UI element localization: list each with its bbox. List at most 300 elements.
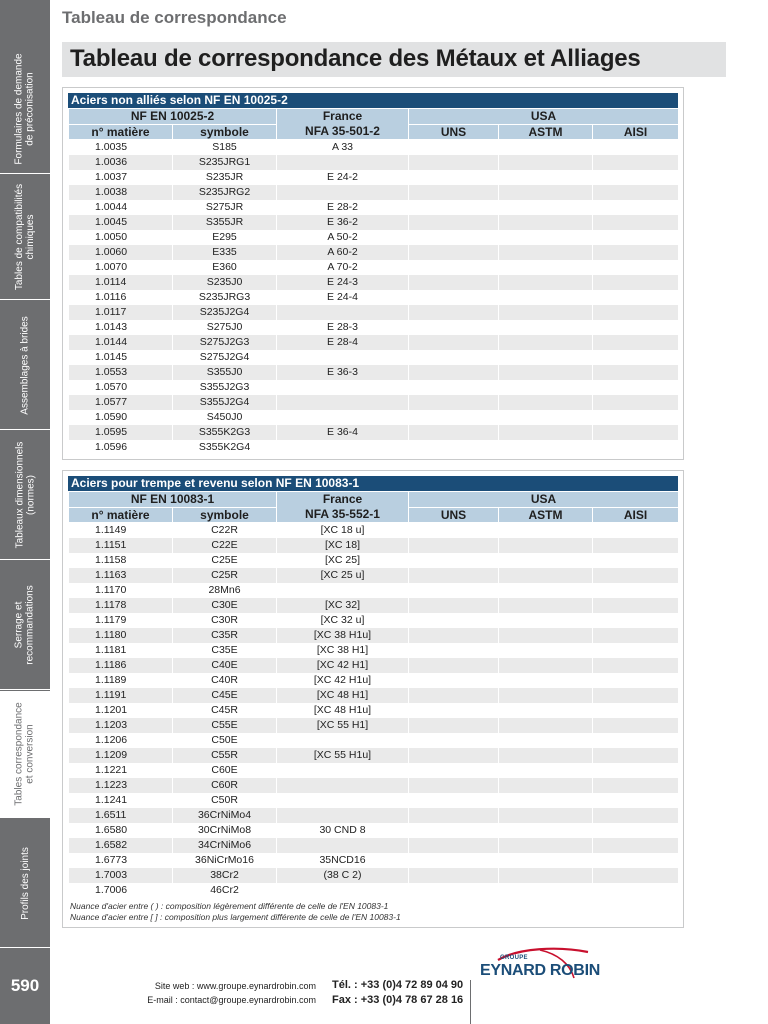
cell-uns	[409, 688, 499, 703]
cell-astm	[499, 425, 593, 440]
sidebar-tab-label: Profils des joints	[19, 846, 31, 920]
cell-symbole: S355K2G4	[173, 440, 277, 455]
cell-france	[277, 305, 409, 320]
page-title: Tableau de correspondance des Métaux et Alliages	[62, 42, 726, 77]
cell-num-matiere: 1.0596	[69, 440, 173, 455]
cell-symbole: 28Mn6	[173, 583, 277, 598]
table-row	[69, 808, 679, 823]
cell-uns	[409, 643, 499, 658]
sidebar-tab-label: Tables correspondance et conversion	[14, 702, 36, 806]
cell-aisi	[593, 230, 679, 245]
cell-symbole: C25E	[173, 553, 277, 568]
cell-uns	[409, 215, 499, 230]
cell-uns	[409, 410, 499, 425]
cell-uns	[409, 395, 499, 410]
cell-astm	[499, 718, 593, 733]
table-title: Aciers pour trempe et revenu selon NF EN 10083-1	[68, 476, 678, 491]
sidebar-tab-label: Tables de compatibilités chimiques	[14, 183, 37, 291]
cell-aisi	[593, 440, 679, 455]
cell-uns	[409, 778, 499, 793]
cell-aisi	[593, 733, 679, 748]
cell-uns	[409, 583, 499, 598]
cell-symbole: 30CrNiMo8	[173, 823, 277, 838]
table-row	[69, 440, 679, 455]
cell-num-matiere: 1.1206	[69, 733, 173, 748]
header-num-matiere: n° matière	[69, 124, 173, 140]
sidebar-tab-compatibilites[interactable]	[0, 175, 50, 300]
cell-astm	[499, 185, 593, 200]
cell-astm	[499, 643, 593, 658]
cell-num-matiere: 1.1189	[69, 673, 173, 688]
table-body	[69, 140, 679, 455]
cell-num-matiere: 1.1186	[69, 658, 173, 673]
header-uns: UNS	[409, 124, 499, 140]
cell-uns	[409, 305, 499, 320]
cell-uns	[409, 763, 499, 778]
cell-france: (38 C 2)	[277, 868, 409, 883]
table-row	[69, 350, 679, 365]
cell-symbole: E335	[173, 245, 277, 260]
cell-uns	[409, 290, 499, 305]
cell-symbole: S235JRG1	[173, 155, 277, 170]
cell-uns	[409, 350, 499, 365]
cell-astm	[499, 598, 593, 613]
footer-website-link[interactable]: Site web : www.groupe.eynardrobin.com	[154, 981, 316, 991]
table-row	[69, 778, 679, 793]
cell-uns	[409, 793, 499, 808]
cell-france: E 28-2	[277, 200, 409, 215]
cell-france: [XC 18 u]	[277, 523, 409, 538]
cell-num-matiere: 1.1191	[69, 688, 173, 703]
cell-num-matiere: 1.0060	[69, 245, 173, 260]
cell-uns	[409, 808, 499, 823]
cell-symbole: C35R	[173, 628, 277, 643]
table-row	[69, 598, 679, 613]
cell-aisi	[593, 185, 679, 200]
cell-france: [XC 38 H1]	[277, 643, 409, 658]
cell-uns	[409, 613, 499, 628]
cell-symbole: S275J2G4	[173, 350, 277, 365]
cell-symbole: 36NiCrMo16	[173, 853, 277, 868]
cell-aisi	[593, 410, 679, 425]
cell-num-matiere: 1.0144	[69, 335, 173, 350]
cell-symbole: S275J0	[173, 320, 277, 335]
table-row	[69, 883, 679, 898]
table-row	[69, 140, 679, 155]
sidebar-tab-label: Serrage et recommandations	[14, 585, 37, 665]
cell-num-matiere: 1.0570	[69, 380, 173, 395]
table-row	[69, 290, 679, 305]
cell-astm	[499, 748, 593, 763]
cell-aisi	[593, 598, 679, 613]
table-row	[69, 763, 679, 778]
cell-num-matiere: 1.1223	[69, 778, 173, 793]
table-row	[69, 170, 679, 185]
cell-uns	[409, 440, 499, 455]
header-group-usa: USA	[409, 492, 679, 508]
cell-aisi	[593, 290, 679, 305]
sidebar-tab-formulaires[interactable]	[0, 44, 50, 174]
sidebar-tab-dimensionnels[interactable]	[0, 431, 50, 560]
cell-astm	[499, 290, 593, 305]
table-notes	[68, 898, 678, 923]
cell-france: E 28-4	[277, 335, 409, 350]
cell-symbole: S355K2G3	[173, 425, 277, 440]
cell-num-matiere: 1.0143	[69, 320, 173, 335]
cell-france: A 33	[277, 140, 409, 155]
sidebar-tab-brides[interactable]	[0, 301, 50, 430]
cell-aisi	[593, 538, 679, 553]
logo-groupe: GROUPE	[500, 955, 528, 961]
cell-uns	[409, 260, 499, 275]
cell-aisi	[593, 155, 679, 170]
table-row	[69, 553, 679, 568]
table-row	[69, 380, 679, 395]
cell-aisi	[593, 335, 679, 350]
cell-uns	[409, 823, 499, 838]
page-number: 590	[10, 976, 40, 995]
table-row	[69, 853, 679, 868]
cell-symbole: S235JRG2	[173, 185, 277, 200]
cell-aisi	[593, 140, 679, 155]
sidebar-tab-label: Formulaires de demande de préconisation	[14, 52, 37, 165]
cell-num-matiere: 1.1158	[69, 553, 173, 568]
cell-france	[277, 838, 409, 853]
cell-uns	[409, 380, 499, 395]
cell-uns	[409, 365, 499, 380]
cell-num-matiere: 1.1178	[69, 598, 173, 613]
cell-num-matiere: 1.0070	[69, 260, 173, 275]
cell-astm	[499, 868, 593, 883]
cell-num-matiere: 1.1181	[69, 643, 173, 658]
cell-france	[277, 583, 409, 598]
cell-astm	[499, 613, 593, 628]
cell-symbole: 46Cr2	[173, 883, 277, 898]
cell-num-matiere: 1.0044	[69, 200, 173, 215]
header-num-matiere: n° matière	[69, 507, 173, 523]
cell-num-matiere: 1.1170	[69, 583, 173, 598]
cell-uns	[409, 703, 499, 718]
cell-aisi	[593, 200, 679, 215]
header-aisi: AISI	[593, 124, 679, 140]
cell-france: E 24-3	[277, 275, 409, 290]
sidebar-tab-serrage[interactable]	[0, 561, 50, 690]
cell-symbole: S275J2G3	[173, 335, 277, 350]
cell-astm	[499, 440, 593, 455]
cell-uns	[409, 853, 499, 868]
sidebar-tab-label: Tableaux dimensionnels (normes)	[14, 441, 37, 549]
cell-aisi	[593, 320, 679, 335]
sidebar-tab-correspondance[interactable]	[0, 691, 50, 818]
cell-uns	[409, 748, 499, 763]
cell-num-matiere: 1.6580	[69, 823, 173, 838]
table-row	[69, 793, 679, 808]
cell-astm	[499, 320, 593, 335]
header-astm: ASTM	[499, 507, 593, 523]
cell-num-matiere: 1.0117	[69, 305, 173, 320]
cell-aisi	[593, 673, 679, 688]
correspondence-table	[68, 491, 679, 898]
cell-astm	[499, 628, 593, 643]
cell-aisi	[593, 853, 679, 868]
cell-france: E 24-2	[277, 170, 409, 185]
table-row	[69, 538, 679, 553]
cell-symbole: C50R	[173, 793, 277, 808]
cell-astm	[499, 853, 593, 868]
cell-symbole: E295	[173, 230, 277, 245]
cell-uns	[409, 140, 499, 155]
footer-divider	[470, 980, 471, 1024]
cell-uns	[409, 598, 499, 613]
cell-symbole: S185	[173, 140, 277, 155]
sidebar-tab-label: Assemblages à brides	[19, 315, 31, 415]
cell-astm	[499, 275, 593, 290]
table-row	[69, 425, 679, 440]
cell-symbole: S235JRG3	[173, 290, 277, 305]
cell-france: E 28-3	[277, 320, 409, 335]
cell-astm	[499, 230, 593, 245]
cell-symbole: C40E	[173, 658, 277, 673]
cell-aisi	[593, 763, 679, 778]
cell-aisi	[593, 868, 679, 883]
cell-symbole: 36CrNiMo4	[173, 808, 277, 823]
table-row	[69, 613, 679, 628]
cell-aisi	[593, 350, 679, 365]
cell-symbole: C55R	[173, 748, 277, 763]
table-row	[69, 260, 679, 275]
sidebar-nav	[0, 0, 50, 1024]
cell-france: [XC 32]	[277, 598, 409, 613]
cell-aisi	[593, 628, 679, 643]
table-row	[69, 703, 679, 718]
cell-france	[277, 440, 409, 455]
cell-aisi	[593, 583, 679, 598]
footer-fax: Fax : +33 (0)4 78 67 28 16	[332, 994, 464, 1006]
cell-symbole: C60R	[173, 778, 277, 793]
cell-france	[277, 155, 409, 170]
cell-symbole: S275JR	[173, 200, 277, 215]
header-uns: UNS	[409, 507, 499, 523]
table-row	[69, 688, 679, 703]
cell-astm	[499, 658, 593, 673]
cell-astm	[499, 140, 593, 155]
footer-phone	[332, 978, 463, 1008]
header-group-france: France NFA 35-501-2	[277, 109, 409, 140]
cell-symbole: S355J0	[173, 365, 277, 380]
cell-uns	[409, 568, 499, 583]
table-row	[69, 733, 679, 748]
cell-num-matiere: 1.1179	[69, 613, 173, 628]
header-aisi: AISI	[593, 507, 679, 523]
cell-num-matiere: 1.0037	[69, 170, 173, 185]
cell-uns	[409, 718, 499, 733]
cell-france	[277, 778, 409, 793]
table-row	[69, 568, 679, 583]
table-row	[69, 230, 679, 245]
cell-france	[277, 883, 409, 898]
cell-aisi	[593, 365, 679, 380]
table-row	[69, 823, 679, 838]
cell-france	[277, 380, 409, 395]
cell-uns	[409, 868, 499, 883]
cell-uns	[409, 658, 499, 673]
cell-france: E 36-4	[277, 425, 409, 440]
cell-num-matiere: 1.1209	[69, 748, 173, 763]
cell-num-matiere: 1.7006	[69, 883, 173, 898]
cell-aisi	[593, 425, 679, 440]
cell-uns	[409, 230, 499, 245]
cell-astm	[499, 823, 593, 838]
cell-num-matiere: 1.1180	[69, 628, 173, 643]
cell-symbole: C55E	[173, 718, 277, 733]
cell-num-matiere: 1.0035	[69, 140, 173, 155]
cell-aisi	[593, 523, 679, 538]
table-row	[69, 185, 679, 200]
cell-aisi	[593, 778, 679, 793]
section-title: Tableau de correspondance	[62, 8, 287, 27]
cell-uns	[409, 170, 499, 185]
cell-num-matiere: 1.1149	[69, 523, 173, 538]
table-body	[69, 523, 679, 898]
cell-france	[277, 733, 409, 748]
cell-france: [XC 48 H1u]	[277, 703, 409, 718]
cell-num-matiere: 1.0116	[69, 290, 173, 305]
cell-astm	[499, 380, 593, 395]
cell-num-matiere: 1.1151	[69, 538, 173, 553]
cell-france: [XC 18]	[277, 538, 409, 553]
header-astm: ASTM	[499, 124, 593, 140]
cell-symbole: S235J2G4	[173, 305, 277, 320]
table-row	[69, 748, 679, 763]
cell-france: [XC 55 H1u]	[277, 748, 409, 763]
cell-symbole: S235J0	[173, 275, 277, 290]
table-row	[69, 320, 679, 335]
cell-france: 30 CND 8	[277, 823, 409, 838]
cell-num-matiere: 1.6582	[69, 838, 173, 853]
table-row	[69, 868, 679, 883]
cell-astm	[499, 568, 593, 583]
cell-symbole: C30E	[173, 598, 277, 613]
header-symbole: symbole	[173, 507, 277, 523]
cell-aisi	[593, 643, 679, 658]
cell-astm	[499, 883, 593, 898]
table-row	[69, 275, 679, 290]
cell-symbole: S355J2G3	[173, 380, 277, 395]
cell-france: A 70-2	[277, 260, 409, 275]
cell-france: [XC 42 H1u]	[277, 673, 409, 688]
cell-france: E 36-2	[277, 215, 409, 230]
sidebar-tab-profils[interactable]	[0, 819, 50, 948]
table-row	[69, 245, 679, 260]
table-row	[69, 523, 679, 538]
cell-france: [XC 25 u]	[277, 568, 409, 583]
cell-aisi	[593, 718, 679, 733]
cell-uns	[409, 838, 499, 853]
cell-aisi	[593, 260, 679, 275]
cell-astm	[499, 523, 593, 538]
cell-symbole: S355J2G4	[173, 395, 277, 410]
cell-france: [XC 25]	[277, 553, 409, 568]
cell-astm	[499, 365, 593, 380]
cell-uns	[409, 553, 499, 568]
cell-num-matiere: 1.0038	[69, 185, 173, 200]
cell-aisi	[593, 275, 679, 290]
cell-astm	[499, 260, 593, 275]
cell-symbole: C35E	[173, 643, 277, 658]
cell-uns	[409, 673, 499, 688]
table-row	[69, 395, 679, 410]
cell-astm	[499, 778, 593, 793]
cell-astm	[499, 733, 593, 748]
cell-symbole: C40R	[173, 673, 277, 688]
cell-aisi	[593, 883, 679, 898]
cell-num-matiere: 1.0577	[69, 395, 173, 410]
cell-aisi	[593, 703, 679, 718]
cell-aisi	[593, 838, 679, 853]
cell-uns	[409, 538, 499, 553]
table-row	[69, 410, 679, 425]
correspondence-table	[68, 108, 679, 455]
cell-uns	[409, 320, 499, 335]
cell-symbole: S355JR	[173, 215, 277, 230]
cell-num-matiere: 1.0590	[69, 410, 173, 425]
cell-astm	[499, 583, 593, 598]
cell-symbole: C45R	[173, 703, 277, 718]
eynard-robin-logo	[478, 946, 608, 986]
cell-france: [XC 42 H1]	[277, 658, 409, 673]
table-row	[69, 718, 679, 733]
footer-contact	[140, 979, 316, 1007]
cell-uns	[409, 245, 499, 260]
cell-astm	[499, 673, 593, 688]
footer-email-link[interactable]: E-mail : contact@groupe.eynardrobin.com	[147, 995, 316, 1005]
cell-france	[277, 395, 409, 410]
cell-astm	[499, 155, 593, 170]
cell-uns	[409, 733, 499, 748]
cell-uns	[409, 425, 499, 440]
cell-france	[277, 793, 409, 808]
cell-astm	[499, 305, 593, 320]
cell-uns	[409, 200, 499, 215]
cell-aisi	[593, 568, 679, 583]
header-group-france: France NFA 35-552-1	[277, 492, 409, 523]
cell-aisi	[593, 395, 679, 410]
table-block-non-allies	[62, 87, 684, 460]
table-row	[69, 838, 679, 853]
cell-num-matiere: 1.0114	[69, 275, 173, 290]
table-row	[69, 155, 679, 170]
cell-num-matiere: 1.1203	[69, 718, 173, 733]
cell-num-matiere: 1.1201	[69, 703, 173, 718]
cell-symbole: C45E	[173, 688, 277, 703]
cell-num-matiere: 1.0145	[69, 350, 173, 365]
table-row	[69, 658, 679, 673]
header-group-norm: NF EN 10083-1	[69, 492, 277, 508]
cell-aisi	[593, 215, 679, 230]
cell-aisi	[593, 793, 679, 808]
cell-symbole: S235JR	[173, 170, 277, 185]
cell-num-matiere: 1.0036	[69, 155, 173, 170]
cell-symbole: 34CrNiMo6	[173, 838, 277, 853]
cell-astm	[499, 838, 593, 853]
cell-aisi	[593, 245, 679, 260]
cell-aisi	[593, 380, 679, 395]
cell-aisi	[593, 305, 679, 320]
cell-aisi	[593, 658, 679, 673]
header-group-norm: NF EN 10025-2	[69, 109, 277, 125]
cell-aisi	[593, 748, 679, 763]
cell-astm	[499, 538, 593, 553]
